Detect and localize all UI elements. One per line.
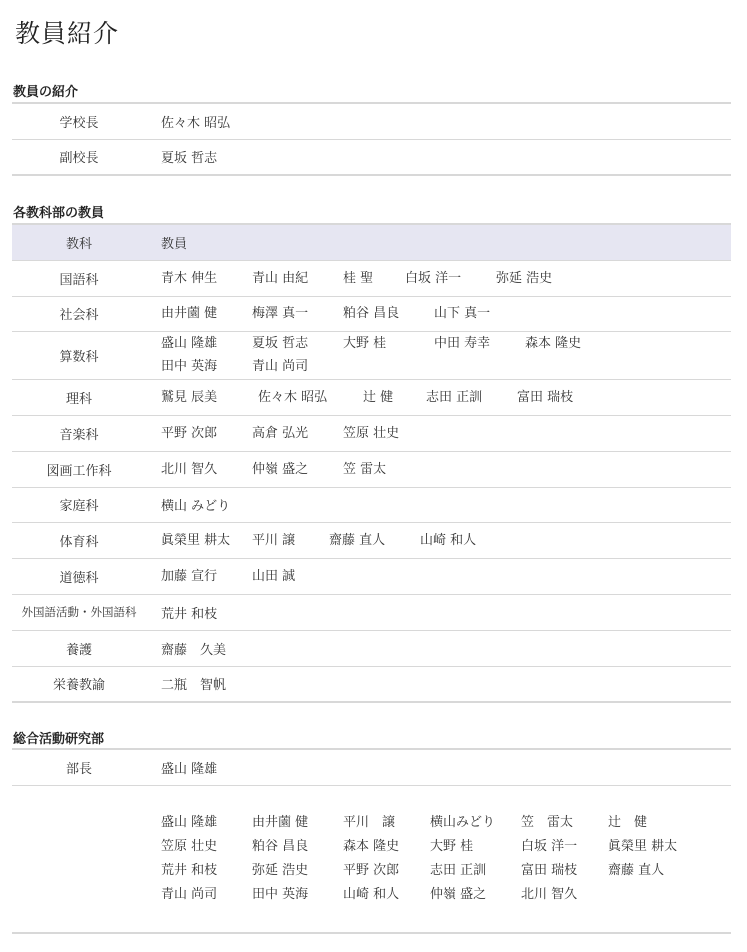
teacher-name: 平川 譲 <box>252 532 296 548</box>
member-name: 齋藤 直人 <box>608 862 665 878</box>
teacher-name: 加藤 宣行 <box>161 568 218 584</box>
teacher-name: 志田 正訓 <box>426 389 483 405</box>
row-label <box>12 785 146 933</box>
table-row <box>12 630 731 666</box>
header-label: 教科 <box>12 224 146 260</box>
member-name: 荒井 和枝 <box>161 862 218 878</box>
section-title-research: 総合活動研究部 <box>13 732 105 747</box>
teacher-name: 弥延 浩史 <box>496 270 553 286</box>
member-name: 由井薗 健 <box>252 814 309 830</box>
teacher-name: 齋藤 直人 <box>329 532 386 548</box>
teacher-name: 笠 雷太 <box>343 461 387 477</box>
member-name: 森本 隆史 <box>343 838 400 854</box>
table-row <box>12 522 731 558</box>
teacher-name: 中田 寿幸 <box>434 336 491 351</box>
row-label: 算数科 <box>12 331 146 379</box>
departments-table <box>12 223 731 703</box>
row-label: 副校長 <box>12 139 146 175</box>
row-value: 夏坂 哲志 <box>146 139 731 175</box>
row-label: 部長 <box>12 749 146 785</box>
row-value: 盛山 隆雄 <box>146 749 731 785</box>
member-name: 青山 尚司 <box>161 886 218 902</box>
teacher-name: 山田 誠 <box>252 568 296 584</box>
name-list <box>161 422 731 445</box>
table-row <box>12 331 731 379</box>
member-name: 志田 正訓 <box>430 862 487 878</box>
member-name: 仲嶺 盛之 <box>430 886 487 902</box>
table-row <box>12 666 731 702</box>
row-value: 佐々木 昭弘 <box>146 103 731 139</box>
member-name: 富田 瑞枝 <box>521 862 578 878</box>
teacher-name: 眞榮里 耕太 <box>161 532 231 548</box>
table-row <box>12 260 731 296</box>
row-label: 家庭科 <box>12 487 146 522</box>
page-title: 教員紹介 <box>15 19 120 48</box>
member-name: 横山みどり <box>430 814 496 830</box>
row-value: 二瓶 智帆 <box>146 666 731 702</box>
member-list <box>161 811 731 907</box>
row-label: 図画工作科 <box>12 451 146 487</box>
name-list <box>161 529 731 552</box>
member-name: 粕谷 昌良 <box>252 838 309 854</box>
header-value: 教員 <box>146 224 731 260</box>
member-name: 大野 桂 <box>430 838 474 854</box>
teacher-name: 仲嶺 盛之 <box>252 461 309 477</box>
table-row <box>12 103 731 139</box>
teacher-name: 平野 次郎 <box>161 425 218 441</box>
member-name: 笠原 壮史 <box>161 838 218 854</box>
teacher-name: 山下 真一 <box>434 306 491 321</box>
row-value <box>146 785 731 933</box>
row-value <box>146 331 731 379</box>
row-value <box>146 260 731 296</box>
row-value <box>146 415 731 451</box>
row-value <box>146 558 731 594</box>
teacher-name: 盛山 隆雄 <box>161 336 218 351</box>
table-row <box>12 139 731 175</box>
row-label: 国語科 <box>12 260 146 296</box>
name-list <box>161 565 731 588</box>
row-label: 音楽科 <box>12 415 146 451</box>
teacher-name: 青山 尚司 <box>252 359 309 374</box>
member-name: 平川 譲 <box>343 814 396 830</box>
table-header-row <box>12 224 731 260</box>
section-title-intro: 教員の紹介 <box>13 85 79 100</box>
row-label: 養護 <box>12 630 146 666</box>
teacher-name: 青山 由紀 <box>252 270 309 286</box>
member-name: 山崎 和人 <box>343 886 400 902</box>
teacher-name: 佐々木 昭弘 <box>258 389 328 405</box>
row-value <box>146 296 731 331</box>
row-label: 道徳科 <box>12 558 146 594</box>
table-row <box>12 749 731 785</box>
teacher-name: 由井薗 健 <box>161 306 218 321</box>
teacher-name: 粕谷 昌良 <box>343 306 400 321</box>
table-row <box>12 487 731 522</box>
teacher-name: 田中 英海 <box>161 359 218 374</box>
name-list <box>161 386 731 409</box>
table-row <box>12 594 731 630</box>
table-row <box>12 785 731 933</box>
row-label: 社会科 <box>12 296 146 331</box>
table-row <box>12 558 731 594</box>
row-value <box>146 522 731 558</box>
member-name: 北川 智久 <box>521 886 578 902</box>
teacher-name: 大野 桂 <box>343 336 387 351</box>
member-name: 平野 次郎 <box>343 862 400 878</box>
teacher-name: 桂 聖 <box>343 270 374 286</box>
member-name: 弥延 浩史 <box>252 862 309 878</box>
teacher-name: 森本 隆史 <box>525 336 582 351</box>
name-list <box>161 267 731 290</box>
row-value: 荒井 和枝 <box>146 594 731 630</box>
teacher-name: 北川 智久 <box>161 461 218 477</box>
teacher-name: 白坂 洋一 <box>405 270 462 286</box>
teacher-name: 鷲見 辰美 <box>161 389 218 405</box>
table-row <box>12 296 731 331</box>
teacher-name: 山崎 和人 <box>420 532 477 548</box>
name-list <box>161 458 731 481</box>
row-label: 栄養教諭 <box>12 666 146 702</box>
teacher-name: 高倉 弘光 <box>252 425 309 441</box>
row-value: 齋藤 久美 <box>146 630 731 666</box>
teacher-name: 笠原 壮史 <box>343 425 400 441</box>
row-value: 横山 みどり <box>146 487 731 522</box>
name-list <box>161 302 731 325</box>
table-row <box>12 415 731 451</box>
table-row <box>12 379 731 415</box>
teacher-name: 梅澤 真一 <box>252 306 309 321</box>
section-title-departments: 各教科部の教員 <box>13 206 105 221</box>
member-name: 白坂 洋一 <box>521 838 578 854</box>
member-name: 笠 雷太 <box>521 814 574 830</box>
row-label: 体育科 <box>12 522 146 558</box>
research-table <box>12 748 731 934</box>
name-list <box>161 332 621 378</box>
intro-table <box>12 102 731 176</box>
row-label: 学校長 <box>12 103 146 139</box>
teacher-name: 富田 瑞枝 <box>517 389 574 405</box>
row-value <box>146 379 731 415</box>
teacher-name: 辻 健 <box>363 389 394 405</box>
row-value <box>146 451 731 487</box>
member-name: 眞榮里 耕太 <box>608 838 678 854</box>
teacher-name: 夏坂 哲志 <box>252 336 309 351</box>
member-name: 辻 健 <box>608 814 648 830</box>
teacher-name: 青木 伸生 <box>161 270 218 286</box>
member-name: 盛山 隆雄 <box>161 814 218 830</box>
member-name: 田中 英海 <box>252 886 309 902</box>
row-label: 理科 <box>12 379 146 415</box>
row-label: 外国語活動・外国語科 <box>12 594 146 630</box>
table-row <box>12 451 731 487</box>
